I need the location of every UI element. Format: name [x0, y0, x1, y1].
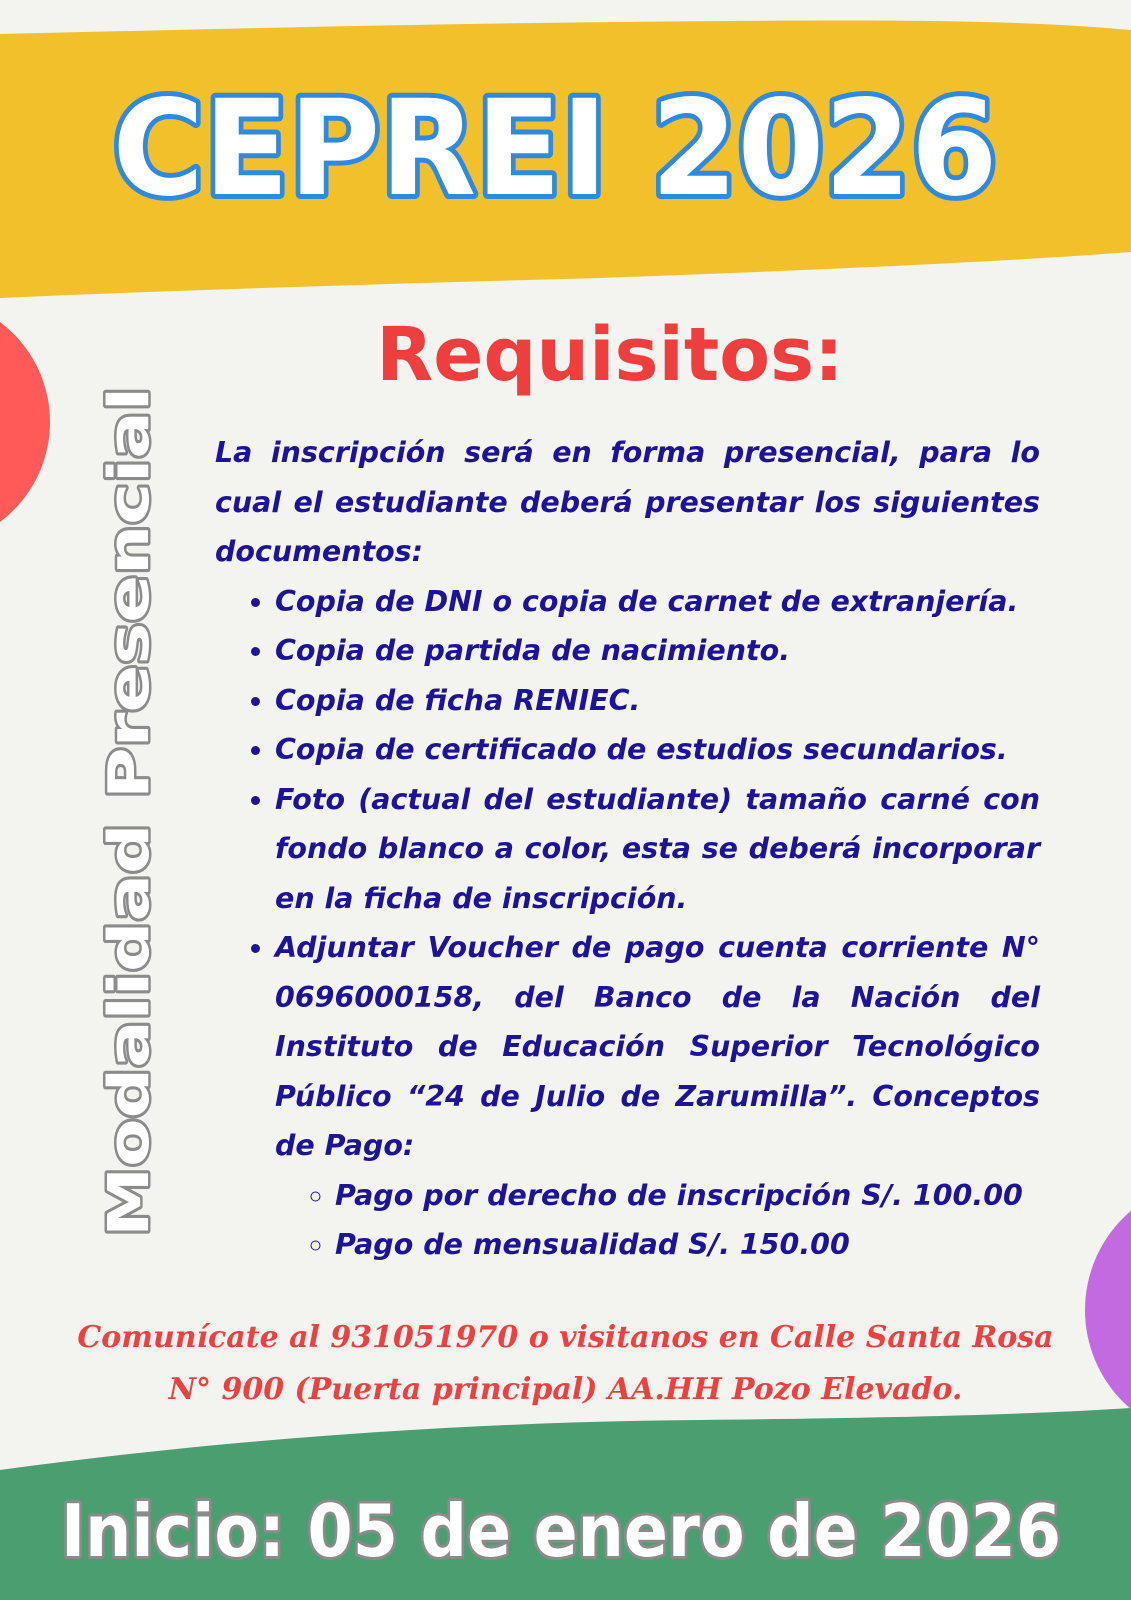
- requirements-heading: Requisitos:: [376, 312, 844, 398]
- requirement-item: • Copia de partida de nacimiento.: [275, 626, 1040, 676]
- requirement-item-payment: [275, 923, 1040, 1270]
- start-date-banner: [0, 1478, 1131, 1588]
- vertical-label-text: Modalidad Presencial: [97, 561, 162, 1237]
- requirement-item: • Copia de certificado de estudios secundarios.: [275, 725, 1040, 775]
- poster-title: [0, 62, 1131, 222]
- payment-concepts-list: [275, 1171, 1040, 1270]
- requirements-content: [215, 428, 1040, 1270]
- contact-line-2: N° 900 (Puerta principal) AA.HH Pozo Elevado.: [168, 1372, 963, 1407]
- start-date-text: Inicio: 05 de enero de 2026: [61, 1489, 1061, 1573]
- requirement-item: • Foto (actual del estudiante) tamaño carné con fondo blanco a color, esta se deberá incorporar en la ficha de inscripción.: [275, 775, 1040, 924]
- contact-info: [60, 1312, 1071, 1416]
- requirements-list: [215, 577, 1040, 1270]
- contact-line-1: Comunícate al 931051970 o visitanos en Calle Santa Rosa: [77, 1320, 1054, 1355]
- intro-paragraph: La inscripción será en forma presencial, para lo cual el estudiante deberá presentar los siguientes documentos:: [215, 436, 1040, 568]
- requirement-item: • Copia de DNI o copia de carnet de extranjería.: [275, 577, 1040, 627]
- requirement-item: • Copia de ficha RENIEC.: [275, 676, 1040, 726]
- payment-concept-item: ◦ Pago por derecho de inscripción S/. 100.00: [335, 1171, 1040, 1221]
- payment-requirement-text: Adjuntar Voucher de pago cuenta corriente N° 0696000158, del Banco de la Nación del Instituto de Educación Superior Tecnológico Público “24 de Julio de Zarumilla”. Conceptos de Pago:: [275, 931, 1040, 1162]
- payment-concept-item: ◦ Pago de mensualidad S/. 150.00: [335, 1220, 1040, 1270]
- title-text: CEPREI 2026: [112, 72, 998, 222]
